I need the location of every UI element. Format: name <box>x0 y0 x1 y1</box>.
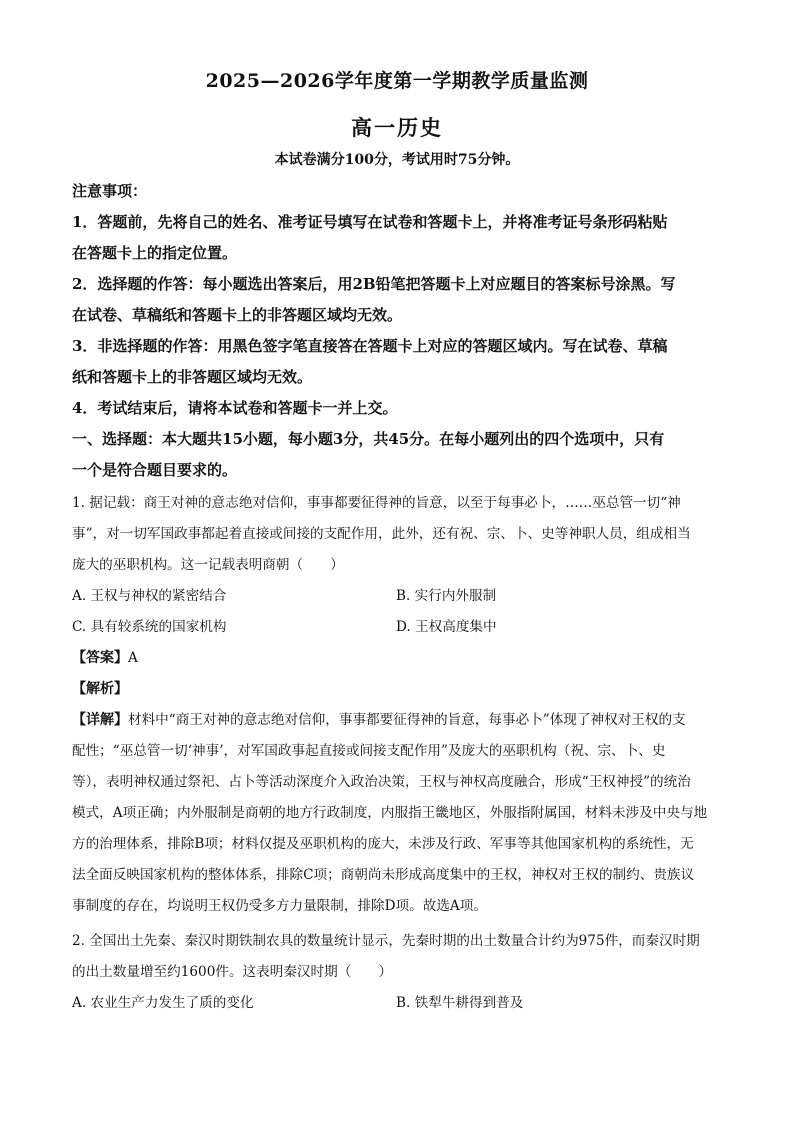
detail-line: 法全面反映国家机构的整体体系，排除C项；商朝尚未形成高度集中的王权，神权对王权的制约、贵族议 <box>72 867 695 883</box>
option-b: B. 实行内外服制 <box>396 588 497 604</box>
answer-tag: 【答案】 <box>72 650 128 666</box>
note-line: 在答题卡上的指定位置。 <box>72 244 238 262</box>
option-a: A. 农业生产力发生了质的变化 <box>72 995 254 1011</box>
detail-line: 方的治理体系，排除B项；材料仅提及巫职机构的庞大，未涉及行政、军事等其他国家机构的系统性，无 <box>72 836 694 852</box>
question-stem-line: 庞大的巫职机构。这一记载表明商朝（ ） <box>72 557 344 573</box>
detail-line: 模式，A项正确；内外服制是商朝的地方行政制度，内服指王畿地区，外服指附属国，材料未涉及中央与地 <box>72 805 708 821</box>
notes-heading: 注意事项： <box>72 182 148 200</box>
question-stem-line: 的出土数量增至约1600件。这表明秦汉时期（ ） <box>72 964 393 980</box>
detail-tag: 【详解】 <box>72 712 128 728</box>
notes-section <box>72 176 724 486</box>
analysis-tag: 【解析】 <box>72 681 128 697</box>
note-line: 4．考试结束后，请将本试卷和答题卡一并上交。 <box>72 399 398 417</box>
analysis-line <box>72 674 724 705</box>
section-heading: 一个是符合题目要求的。 <box>72 461 238 479</box>
section-heading: 一、选择题：本大题共15小题，每小题3分，共45分。在每小题列出的四个选项中，只有 <box>72 430 665 448</box>
detail-line: 等），表明神权通过祭祀、占卜等活动深度介入政治决策，王权与神权高度融合，形成“王权神授”的统治 <box>72 774 691 790</box>
answer-line <box>72 643 724 674</box>
note-line: 在试卷、草稿纸和答题卡上的非答题区域均无效。 <box>72 306 403 324</box>
subject-title: 高一历史 <box>351 115 443 140</box>
exam-title: 2025—2026学年度第一学期教学质量监测 <box>205 70 589 92</box>
option-row <box>72 988 724 1019</box>
note-line: 纸和答题卡上的非答题区域均无效。 <box>72 368 313 386</box>
detail-line: 事制度的存在，均说明王权仍受多方力量限制，排除D项。故选A项。 <box>72 898 487 914</box>
question-1 <box>72 488 724 922</box>
exam-info: 本试卷满分100分，考试用时75分钟。 <box>274 152 520 168</box>
option-d: D. 王权高度集中 <box>396 619 497 635</box>
note-line: 3．非选择题的作答：用黑色签字笔直接答在答题卡上对应的答题区域内。写在试卷、草稿 <box>72 337 668 355</box>
question-stem-line: 1. 据记载：商王对神的意志绝对信仰，事事都要征得神的旨意，以至于每事必卜，……巫总管一切“神 <box>72 495 681 511</box>
option-b: B. 铁犁牛耕得到普及 <box>396 995 524 1011</box>
option-a: A. 王权与神权的紧密结合 <box>72 588 227 604</box>
answer-value: A <box>128 650 138 666</box>
note-line: 1．答题前，先将自己的姓名、准考证号填写在试卷和答题卡上，并将准考证号条形码粘贴 <box>72 213 668 231</box>
note-line: 2．选择题的作答：每小题选出答案后，用2B铅笔把答题卡上对应题目的答案标号涂黑。写 <box>72 275 676 293</box>
option-row <box>72 581 724 612</box>
option-c: C. 具有较系统的国家机构 <box>72 619 227 635</box>
detail-text: 材料中“商王对神的意志绝对信仰，事事都要征得神的旨意，每事必卜”体现了神权对王权的支 <box>128 712 686 728</box>
detail-line <box>72 705 724 736</box>
question-2 <box>72 926 724 1019</box>
question-stem-line: 事”，对一切军国政事都起着直接或间接的支配作用，此外，还有祝、宗、卜、史等神职人员，组成相当 <box>72 526 691 542</box>
question-stem-line: 2. 全国出土先秦、秦汉时期铁制农具的数量统计显示，先秦时期的出土数量合计约为975件，而秦汉时期 <box>72 933 700 949</box>
option-row <box>72 612 724 643</box>
detail-line: 配性；“巫总管一切‘神事’，对军国政事起直接或间接支配作用”及庞大的巫职机构（祝、宗、卜、史 <box>72 743 666 759</box>
